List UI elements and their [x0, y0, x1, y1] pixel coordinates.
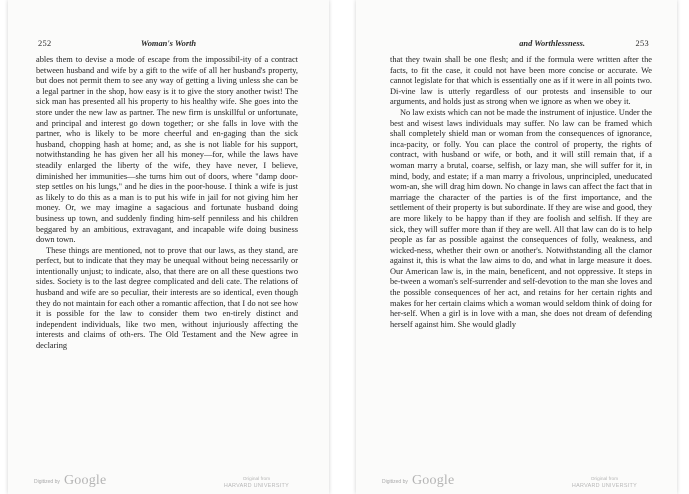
digitized-by-label: Digitized by — [382, 479, 408, 485]
page-body — [36, 55, 298, 352]
paragraph: These things are mentioned, not to prove that our laws, as they stand, are perfect, but to indicate that they may be unequal without being necessarily or intentionally unjust; to indicate, also, that there are on all these questions two sides. Society is to the last degree complicated and deli cate. The relations of husband and wife are so peculiar, their interests are so identical, even though they do not maintain for each other a romantic affection, that I do not see how it is possible for the law to consider them two en-tirely distinct and independent individuals, like two men, without injuriously affecting the interests and claims of oth-ers. The Old Testament and the New agree in declaring — [36, 245, 298, 351]
paragraph: ables them to devise a mode of escape from the impossibil-ity of a contract between husband and wife by a gift to the wife of all her husband's property, but does not permit them to see any way of getting a living unless she can be a legal partner in the shop, how easy is it to give the story another twist! The sick man has presented all his property to his healthy wife. She goes into the store under the new law as partner. The new firm is unskillful or unfortunate, and principal and interest go down together; or she falls in love with the partner, who is likely to be more cheerful and en-gaging than the sick husband, chopping hash at home; and, as she is not liable for his support, notwithstanding he has given her all his money—for, while the laws have steadily enlarged the liberty of the wife, they have never, I believe, diminished her immunities—she turns him out of doors, where "damp door-step settles on his lungs," and he dies in the poor-house. I think a wife is just as likely to do this as a man is to put his wife in jail for not giving him her money. Or, we may imagine a sagacious and fortunate husband doing business up town, and suddenly finding him-self penniless and his children beggared by an ambitious, extravagant, and incapable wife doing business down town. — [36, 55, 298, 245]
google-logo: Google — [64, 473, 107, 488]
page-header — [356, 39, 677, 51]
page-footer — [8, 468, 329, 494]
page-number: 253 — [635, 39, 649, 48]
page-footer — [356, 468, 677, 494]
university-name: HARVARD UNIVERSITY — [223, 483, 289, 489]
google-logo: Google — [412, 473, 455, 488]
original-from-label: Original from — [242, 477, 271, 482]
right-page — [356, 0, 677, 494]
page-header — [8, 39, 329, 51]
paragraph: that they twain shall be one flesh; and if the formula were written after the facts, to fit the case, it could not have been more concise or accurate. We cannot legislate for that which is essentially one as if it were in all points two. Di-vine law is utterly regardless of our protests and insensible to our arguments, and holds just as strong when we ignore as when we obey it. — [390, 55, 652, 107]
digitized-by-label: Digitized by — [34, 479, 60, 485]
paragraph: No law exists which can not be made the instrument of injustice. Under the best and wisest laws individuals may suffer. No law can be framed which shall completely shield man or woman from the consequences of ignorance, inca-pacity, or folly. You can place the control of property, the rights of contract, with husband or wife, or both, and it will still remain that, if a woman marry a brutal, coarse, selfish, or lazy man, she will suffer for it, in mind, body, and estate; if a man marry a frivolous, unprincipled, uneducated wom-an, she will drag him down. No change in laws can affect the fact that in marriage the character of the parties is of the first importance, and the settlement of their property is but subordinate. If they are wise and good, they are more likely to be happy than if they are foolish and selfish. If they are sick, they will suffer more than if they are well. All that law can do is to help people as far as possible against the consequences of folly, weakness, and wicked-ness, whether their own or another's. Notwithstanding all the clamor against it, this is what the law aims to do, and what in large measure it does. Our American law is, in the main, beneficent, and not oppressive. It steps in be-tween a woman's self-surrender and self-devotion to the man she loves and the possible consequences of her act, and retains for her certain rights and makes for her certain claims which a woman would seldom think of doing for her-self. When a girl is in love with a man, she does not dream of defending herself against him. She would gladly — [390, 107, 652, 329]
original-from-label: Original from — [590, 477, 619, 482]
running-head: Woman's Worth — [140, 39, 197, 48]
original-from — [572, 476, 637, 490]
original-from — [224, 476, 289, 490]
page-number: 252 — [38, 39, 52, 48]
university-name: HARVARD UNIVERSITY — [571, 483, 637, 489]
running-head: and Worthlessness. — [519, 39, 585, 48]
left-page — [8, 0, 329, 494]
page-body — [390, 55, 652, 330]
